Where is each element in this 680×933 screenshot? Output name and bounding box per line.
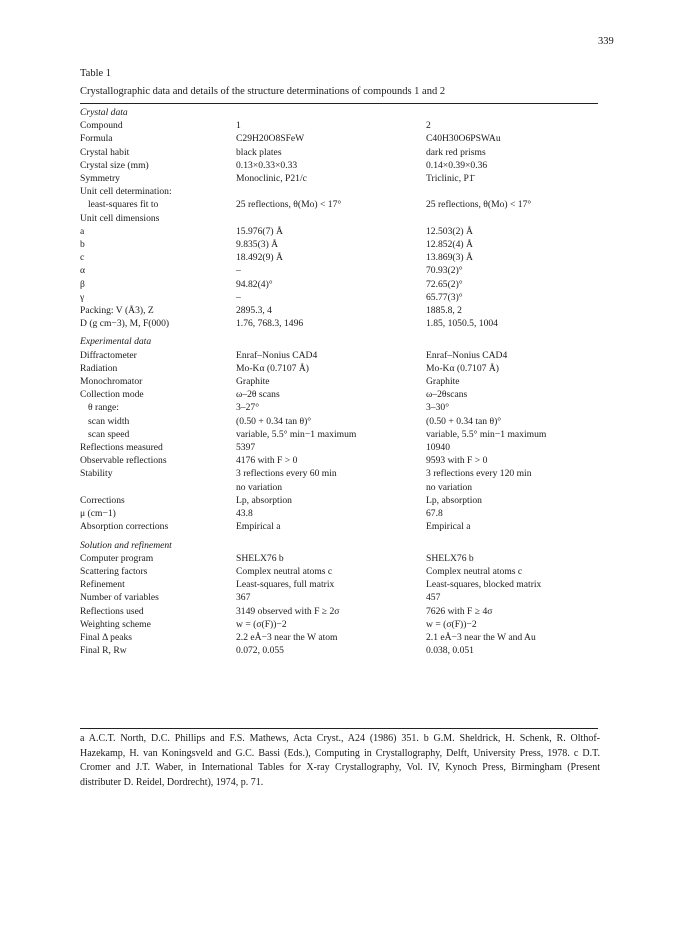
table-row — [80, 565, 598, 578]
compound-2-value: 12.503(2) Å — [426, 225, 473, 237]
row-label: γ — [80, 291, 85, 303]
compound-1-value: no variation — [236, 481, 283, 493]
table-row — [80, 362, 598, 375]
row-label: θ range: — [88, 402, 119, 414]
compound-2-value: ω–2θscans — [426, 389, 468, 401]
compound-1-value: 2895.3, 4 — [236, 305, 272, 317]
row-label: Unit cell dimensions — [80, 212, 160, 224]
table-row — [80, 238, 598, 251]
compound-2-value: 0.038, 0.051 — [426, 645, 474, 657]
compound-1-value: SHELX76 b — [236, 552, 284, 564]
compound-2-value — [426, 185, 598, 198]
table-row — [80, 388, 598, 401]
row-label: least-squares fit to — [88, 199, 159, 211]
table-row — [80, 618, 598, 631]
compound-2-value: Empirical a — [426, 521, 471, 533]
compound-1-value: 1 — [236, 120, 241, 132]
compound-1-value: w = (σ(F))−2 — [236, 618, 287, 630]
row-label: Diffractometer — [80, 349, 137, 361]
compound-2-value: Complex neutral atoms c — [426, 565, 523, 577]
row-label: Crystal habit — [80, 146, 130, 158]
table-row — [80, 146, 598, 159]
table-row — [80, 605, 598, 618]
section-title: Solution and refinement — [80, 539, 172, 551]
row-label: Final R, Rw — [80, 645, 127, 657]
compound-1-value: Complex neutral atoms c — [236, 565, 333, 577]
section-header-row — [80, 330, 598, 348]
compound-1-value: Least-squares, full matrix — [236, 579, 335, 591]
compound-2-value: dark red prisms — [426, 146, 486, 158]
compound-1-value: Enraf–Nonius CAD4 — [236, 349, 318, 361]
row-label — [80, 481, 236, 494]
table-row — [80, 119, 598, 132]
section-header-row — [80, 534, 598, 552]
row-label: Final Δ peaks — [80, 631, 133, 643]
compound-1-value: 5397 — [236, 442, 256, 454]
table-row — [80, 198, 598, 211]
compound-2-value: 70.93(2)° — [426, 265, 463, 277]
compound-1-value: 3149 observed with F ≥ 2σ — [236, 605, 340, 617]
compound-1-value: Monoclinic, P21/c — [236, 173, 307, 185]
table-row — [80, 401, 598, 414]
compound-1-value: ω–2θ scans — [236, 389, 280, 401]
compound-1-value — [236, 185, 426, 198]
row-label: β — [80, 278, 85, 290]
row-label: Observable reflections — [80, 455, 167, 467]
compound-1-value: 43.8 — [236, 508, 253, 520]
compound-1-value: – — [236, 265, 241, 277]
row-label: Reflections measured — [80, 442, 163, 454]
section-title: Crystal data — [80, 107, 128, 118]
table-row — [80, 278, 598, 291]
section-header-row — [80, 106, 598, 119]
compound-1-value: Lp, absorption — [236, 494, 292, 506]
compound-2-value: Least-squares, blocked matrix — [426, 579, 542, 591]
compound-1-value — [236, 212, 426, 225]
compound-2-value: C40H30O6PSWAu — [426, 133, 501, 145]
table-top-rule — [80, 103, 598, 104]
row-label: b — [80, 239, 85, 251]
row-label: Weighting scheme — [80, 618, 151, 630]
compound-2-value: 2 — [426, 120, 431, 132]
table-row — [80, 264, 598, 277]
row-label: Reflections used — [80, 605, 144, 617]
table-row — [80, 415, 598, 428]
crystallographic-data-table — [80, 106, 598, 657]
row-label: Collection mode — [80, 389, 144, 401]
compound-1-value: 15.976(7) Å — [236, 225, 283, 237]
compound-1-value: variable, 5.5° min−1 maximum — [236, 428, 357, 440]
compound-1-value: 3–27° — [236, 402, 260, 414]
compound-1-value: 18.492(9) Å — [236, 252, 283, 264]
row-label: Crystal size (mm) — [80, 159, 149, 171]
row-label: α — [80, 265, 86, 277]
row-label: scan width — [88, 415, 130, 427]
compound-1-value: 1.76, 768.3, 1496 — [236, 318, 304, 330]
table-row — [80, 225, 598, 238]
compound-2-value: SHELX76 b — [426, 552, 474, 564]
compound-2-value: 12.852(4) Å — [426, 239, 473, 251]
table-row — [80, 631, 598, 644]
table-bottom-rule — [80, 728, 598, 729]
row-label: Absorption corrections — [80, 521, 169, 533]
compound-2-value: 67.8 — [426, 508, 443, 520]
section-title: Experimental data — [80, 336, 152, 348]
compound-1-value: 9.835(3) Å — [236, 239, 279, 251]
table-row — [80, 507, 598, 520]
compound-1-value: Mo-Kα (0.7107 Å) — [236, 362, 309, 374]
table-row — [80, 441, 598, 454]
table-row — [80, 172, 598, 185]
row-label: D (g cm−3), M, F(000) — [80, 318, 170, 330]
compound-1-value: 94.82(4)° — [236, 278, 273, 290]
compound-2-value: no variation — [426, 481, 473, 493]
compound-2-value: 1885.8, 2 — [426, 305, 462, 317]
compound-1-value: (0.50 + 0.34 tan θ)° — [236, 415, 312, 427]
compound-1-value: – — [236, 291, 241, 303]
footnotes: a A.C.T. North, D.C. Phillips and F.S. Mathews, Acta Cryst., A24 (1986) 351. b G.M. Sheldrick, H. Schenk, R. Olthof-Hazekamp, H. van Koningsveld and G.C. Bassi (Eds.), Computing in Crystallography, Delft, University Press, 1978. c D.T. Cromer and J.T. Waber, in International Tables for X-ray Crystallography, Vol. IV, Kynoch Press, Birmingham (Present distributer D. Reidel, Dordrecht), 1974, p. 71. — [80, 733, 600, 788]
table-row — [80, 454, 598, 467]
row-label: Computer program — [80, 552, 154, 564]
table-body — [80, 106, 598, 657]
compound-1-value: black plates — [236, 146, 282, 158]
table-row — [80, 552, 598, 565]
compound-2-value: Graphite — [426, 376, 460, 388]
compound-2-value: 7626 with F ≥ 4σ — [426, 605, 493, 617]
table-row — [80, 481, 598, 494]
row-label: Formula — [80, 133, 113, 145]
compound-2-value: variable, 5.5° min−1 maximum — [426, 428, 547, 440]
compound-1-value: 0.072, 0.055 — [236, 645, 284, 657]
compound-2-value: 3–30° — [426, 402, 450, 414]
table-row — [80, 349, 598, 362]
compound-2-value: w = (σ(F))−2 — [426, 618, 477, 630]
table-row — [80, 212, 598, 225]
compound-2-value: 65.77(3)° — [426, 291, 463, 303]
compound-2-value: Enraf–Nonius CAD4 — [426, 349, 508, 361]
table-row — [80, 578, 598, 591]
table-row — [80, 494, 598, 507]
row-label: Scattering factors — [80, 565, 148, 577]
row-label: Unit cell determination: — [80, 186, 172, 198]
compound-2-value: Lp, absorption — [426, 494, 482, 506]
table-row — [80, 304, 598, 317]
table-row — [80, 467, 598, 480]
table-row — [80, 251, 598, 264]
row-label: scan speed — [88, 428, 130, 440]
compound-2-value: 25 reflections, θ(Mo) < 17° — [426, 199, 532, 211]
row-label: Corrections — [80, 494, 125, 506]
compound-1-value: 367 — [236, 592, 251, 604]
compound-2-value: 1.85, 1050.5, 1004 — [426, 318, 498, 330]
row-label: Monochromator — [80, 376, 143, 388]
compound-2-value: Triclinic, P1̄ — [426, 173, 474, 185]
table-row — [80, 317, 598, 330]
compound-1-value: 3 reflections every 60 min — [236, 468, 337, 480]
row-label: Compound — [80, 120, 123, 132]
compound-1-value: Empirical a — [236, 521, 281, 533]
row-label: c — [80, 252, 85, 264]
table-row — [80, 644, 598, 657]
row-label: Symmetry — [80, 173, 120, 185]
row-label: μ (cm−1) — [80, 508, 116, 520]
compound-1-value: C29H20O8SFeW — [236, 133, 305, 145]
table-row — [80, 428, 598, 441]
compound-2-value: (0.50 + 0.34 tan θ)° — [426, 415, 502, 427]
row-label: Radiation — [80, 362, 118, 374]
table-caption: Crystallographic data and details of the structure determinations of compounds 1 and 2 — [80, 86, 446, 97]
compound-2-value: 72.65(2)° — [426, 278, 463, 290]
compound-2-value: 0.14×0.39×0.36 — [426, 159, 488, 171]
compound-2-value: 13.869(3) Å — [426, 252, 473, 264]
page-number: 339 — [598, 36, 614, 47]
compound-2-value: 3 reflections every 120 min — [426, 468, 532, 480]
compound-2-value: 9593 with F > 0 — [426, 455, 488, 467]
compound-1-value: 4176 with F > 0 — [236, 455, 298, 467]
compound-1-value: 0.13×0.33×0.33 — [236, 159, 298, 171]
table-row — [80, 159, 598, 172]
compound-1-value: Graphite — [236, 376, 270, 388]
compound-2-value: 457 — [426, 592, 441, 604]
compound-1-value: 25 reflections, θ(Mo) < 17° — [236, 199, 342, 211]
row-label: Stability — [80, 468, 113, 480]
row-label: Packing: V (Å3), Z — [80, 305, 154, 317]
table-row — [80, 375, 598, 388]
row-label: Number of variables — [80, 592, 159, 604]
table-row — [80, 520, 598, 533]
compound-2-value: Mo-Kα (0.7107 Å) — [426, 362, 499, 374]
compound-1-value: 2.2 eÅ−3 near the W atom — [236, 631, 338, 643]
row-label: Refinement — [80, 579, 125, 591]
table-row — [80, 291, 598, 304]
row-label: a — [80, 225, 85, 237]
compound-2-value — [426, 212, 598, 225]
table-row — [80, 132, 598, 145]
compound-2-value: 2.1 eÅ−3 near the W and Au — [426, 631, 536, 643]
compound-2-value: 10940 — [426, 442, 450, 454]
table-row — [80, 591, 598, 604]
table-row — [80, 185, 598, 198]
table-label: Table 1 — [80, 68, 112, 79]
